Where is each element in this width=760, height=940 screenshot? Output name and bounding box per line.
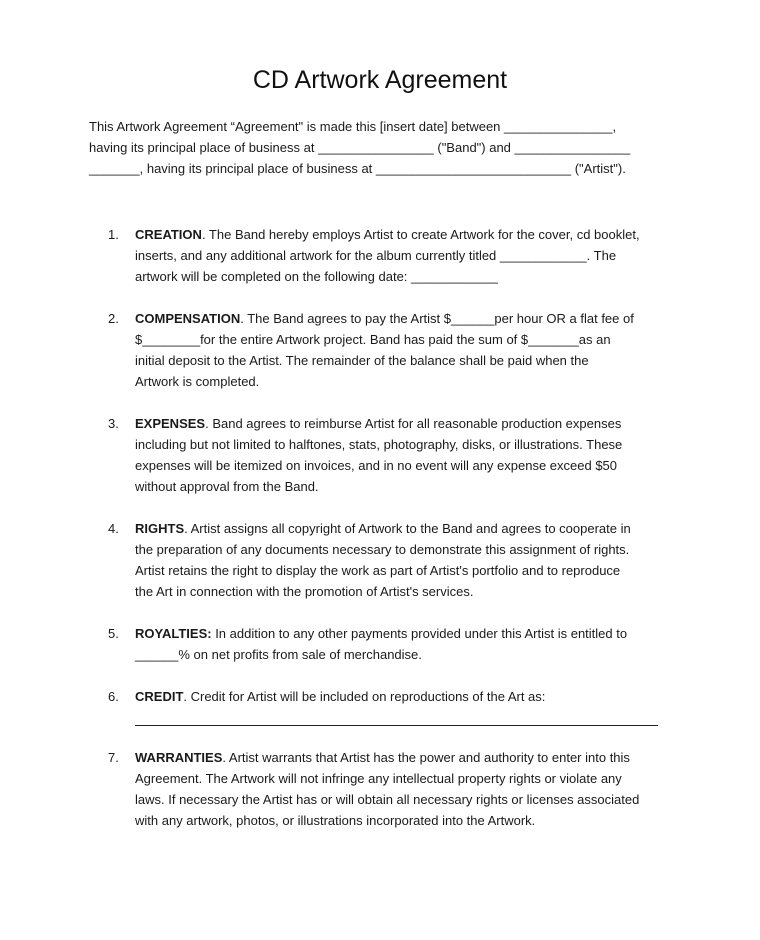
clause-text: Artist retains the right to display the work as part of Artist's portfolio and to reproduce <box>135 563 621 578</box>
clause-text: without approval from the Band. <box>135 479 319 494</box>
clause-number: 1. <box>108 227 119 242</box>
clause-text: including but not limited to halftones, stats, photography, disks, or illustrations. These <box>135 437 623 452</box>
clause-number: 2. <box>108 311 119 326</box>
intro-line: This Artwork Agreement “Agreement" is made this [insert date] between _______________, <box>89 119 617 134</box>
clause-text: $________for the entire Artwork project. Band has paid the sum of $_______as an <box>135 332 611 347</box>
clause-number: 6. <box>108 689 119 704</box>
clause-credit <box>108 686 678 726</box>
intro-line: _______, having its principal place of business at ___________________________ ("Artist"). <box>89 161 626 176</box>
clauses-list <box>108 224 678 831</box>
clause-heading: COMPENSATION <box>135 311 241 326</box>
document-title: CD Artwork Agreement <box>252 66 508 94</box>
clause-text: . Band agrees to reimburse Artist for all reasonable production expenses <box>205 416 622 431</box>
clause-heading: CREDIT <box>135 689 184 704</box>
clause-warranties <box>108 747 678 831</box>
clause-text: Agreement. The Artwork will not infringe any intellectual property rights or violate any <box>135 771 622 786</box>
credit-blank-line <box>135 725 658 726</box>
clause-number: 7. <box>108 750 119 765</box>
clause-text: . Artist warrants that Artist has the power and authority to enter into this <box>222 750 630 765</box>
clause-text: the Art in connection with the promotion of Artist's services. <box>135 584 474 599</box>
clause-text: the preparation of any documents necessary to demonstrate this assignment of rights. <box>135 542 630 557</box>
clause-number: 5. <box>108 626 119 641</box>
clause-text: inserts, and any additional artwork for the album currently titled ____________. The <box>135 248 617 263</box>
clause-heading: WARRANTIES <box>135 750 223 765</box>
clause-text: artwork will be completed on the following date: ____________ <box>135 269 498 284</box>
clause-text: Artwork is completed. <box>135 374 260 389</box>
clause-text: . Artist assigns all copyright of Artwork to the Band and agrees to cooperate in <box>184 521 631 536</box>
clause-text: with any artwork, photos, or illustrations incorporated into the Artwork. <box>135 813 536 828</box>
clause-text: . Credit for Artist will be included on reproductions of the Art as: <box>183 689 546 704</box>
clause-text: In addition to any other payments provided under this Artist is entitled to <box>211 626 628 641</box>
clause-text: initial deposit to the Artist. The remainder of the balance shall be paid when the <box>135 353 589 368</box>
clause-text: . The Band hereby employs Artist to create Artwork for the cover, cd booklet, <box>201 227 640 242</box>
clause-text: ______% on net profits from sale of merchandise. <box>135 647 422 662</box>
intro-paragraph <box>89 116 679 179</box>
clause-heading: EXPENSES <box>135 416 206 431</box>
clause-text: . The Band agrees to pay the Artist $______per hour OR a flat fee of <box>240 311 634 326</box>
clause-heading: RIGHTS <box>135 521 185 536</box>
intro-line: having its principal place of business at ________________ ("Band") and ________________ <box>89 140 631 155</box>
clause-creation <box>108 224 678 287</box>
clause-rights <box>108 518 678 602</box>
clause-text: laws. If necessary the Artist has or will obtain all necessary rights or licenses associated <box>135 792 640 807</box>
clause-compensation <box>108 308 678 392</box>
clause-expenses <box>108 413 678 497</box>
clause-number: 4. <box>108 521 119 536</box>
clause-heading: CREATION <box>135 227 202 242</box>
clause-number: 3. <box>108 416 119 431</box>
clause-text: expenses will be itemized on invoices, and in no event will any expense exceed $50 <box>135 458 618 473</box>
clause-heading: ROYALTIES: <box>135 626 212 641</box>
clause-royalties <box>108 623 678 665</box>
